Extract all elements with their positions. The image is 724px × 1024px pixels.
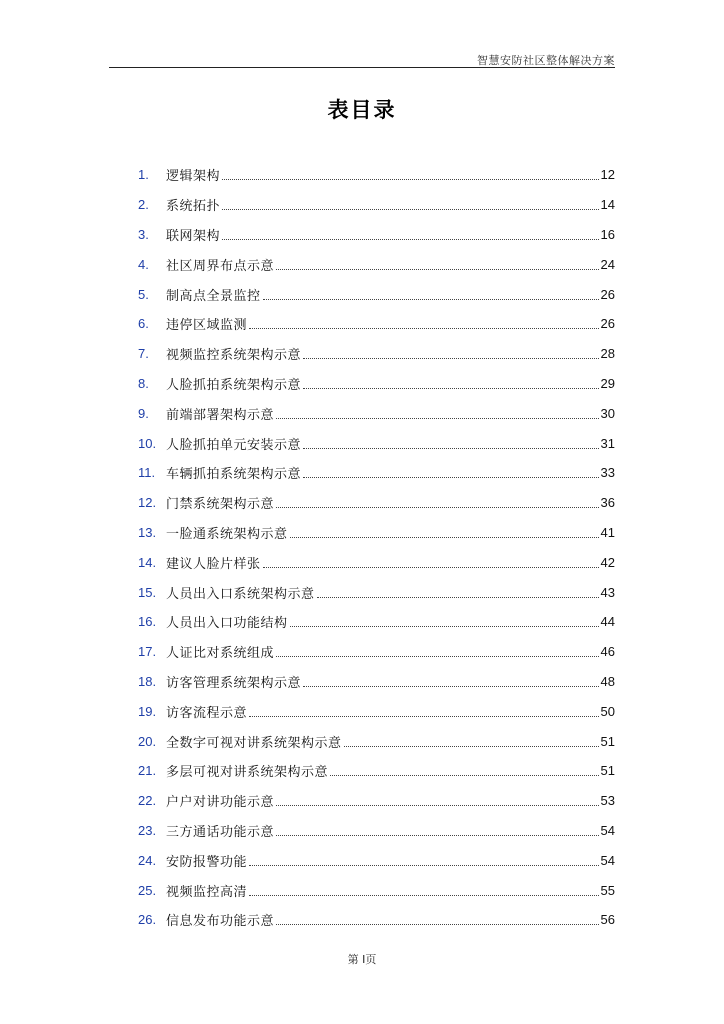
toc-entry-page: 26 (600, 286, 615, 302)
toc-entry[interactable] (138, 488, 615, 518)
toc-entry-label: 违停区域监测 (166, 318, 248, 334)
toc-entry-label: 门禁系统架构示意 (166, 497, 275, 513)
toc-entry[interactable] (138, 339, 615, 369)
toc-entry[interactable] (138, 905, 615, 935)
toc-entry-number: 1. (138, 167, 149, 183)
toc-entry-label: 人脸抓拍单元安装示意 (166, 437, 302, 453)
toc-dot-leader (344, 746, 599, 747)
toc-entry-page: 55 (600, 882, 615, 898)
toc-entry-page: 48 (600, 673, 615, 689)
toc-entry-page: 46 (600, 644, 615, 660)
toc-entry-label: 安防报警功能 (166, 854, 248, 870)
toc-dot-leader (303, 388, 599, 389)
toc-entry-number: 25. (138, 882, 157, 898)
toc-entry-page: 56 (600, 912, 615, 928)
toc-entry[interactable] (138, 518, 615, 548)
toc-entry[interactable] (138, 816, 615, 846)
toc-entry[interactable] (138, 279, 615, 309)
toc-dot-leader (276, 269, 599, 270)
toc-entry[interactable] (138, 309, 615, 339)
toc-entry-label: 视频监控高清 (166, 884, 248, 900)
header-divider (109, 67, 615, 68)
toc-entry-number: 10. (138, 435, 157, 451)
toc-dot-leader (303, 477, 599, 478)
toc-entry[interactable] (138, 875, 615, 905)
toc-entry-number: 12. (138, 495, 157, 511)
toc-entry[interactable] (138, 577, 615, 607)
toc-dot-leader (330, 775, 599, 776)
toc-entry-label: 全数字可视对讲系统架构示意 (166, 735, 342, 751)
toc-dot-leader (276, 924, 599, 925)
toc-entry-number: 14. (138, 554, 157, 570)
toc-dot-leader (303, 686, 599, 687)
toc-dot-leader (276, 805, 599, 806)
toc-entry[interactable] (138, 756, 615, 786)
toc-entry-page: 16 (600, 226, 615, 242)
toc-entry-number: 19. (138, 703, 157, 719)
toc-entry[interactable] (138, 220, 615, 250)
toc-entry-label: 访客流程示意 (166, 705, 248, 721)
toc-dot-leader (249, 328, 599, 329)
toc-entry-number: 26. (138, 912, 157, 928)
toc-entry-label: 人员出入口功能结构 (166, 616, 288, 632)
toc-dot-leader (276, 835, 599, 836)
toc-entry-page: 43 (600, 584, 615, 600)
toc-entry-label: 视频监控系统架构示意 (166, 348, 302, 364)
toc-entry-page: 54 (600, 822, 615, 838)
toc-entry[interactable] (138, 726, 615, 756)
toc-entry-label: 逻辑架构 (166, 169, 221, 185)
toc-entry-label: 人员出入口系统架构示意 (166, 586, 315, 602)
toc-dot-leader (222, 179, 599, 180)
toc-dot-leader (249, 865, 599, 866)
toc-entry[interactable] (138, 398, 615, 428)
toc-entry-number: 23. (138, 822, 157, 838)
toc-entry-number: 2. (138, 197, 149, 213)
toc-dot-leader (303, 448, 599, 449)
toc-entry-number: 22. (138, 793, 157, 809)
toc-entry[interactable] (138, 190, 615, 220)
toc-entry-number: 20. (138, 733, 157, 749)
toc-entry-number: 24. (138, 852, 157, 868)
toc-entry[interactable] (138, 607, 615, 637)
page-title: 表目录 (327, 98, 397, 122)
toc-entry-label: 三方通话功能示意 (166, 824, 275, 840)
toc-dot-leader (263, 567, 599, 568)
toc-entry-label: 前端部署架构示意 (166, 407, 275, 423)
toc-entry-number: 21. (138, 763, 157, 779)
toc-entry[interactable] (138, 369, 615, 399)
toc-entry-label: 一脸通系统架构示意 (166, 526, 288, 542)
running-header: 智慧安防社区整体解决方案 (477, 54, 615, 67)
toc-dot-leader (263, 299, 599, 300)
toc-entry-page: 26 (600, 316, 615, 332)
toc-dot-leader (249, 716, 599, 717)
toc-dot-leader (276, 656, 599, 657)
toc-entry[interactable] (138, 637, 615, 667)
table-of-contents (138, 160, 615, 935)
toc-entry-number: 11. (138, 465, 156, 481)
toc-entry-number: 4. (138, 256, 149, 272)
toc-entry-number: 18. (138, 673, 157, 689)
toc-entry-label: 系统拓扑 (166, 199, 221, 215)
toc-entry[interactable] (138, 845, 615, 875)
toc-entry-number: 7. (138, 346, 149, 362)
toc-entry-number: 8. (138, 375, 149, 391)
toc-entry-page: 54 (600, 852, 615, 868)
toc-dot-leader (290, 626, 599, 627)
toc-entry[interactable] (138, 160, 615, 190)
toc-entry-label: 户户对讲功能示意 (166, 795, 275, 811)
toc-entry-label: 车辆抓拍系统架构示意 (166, 467, 302, 483)
toc-entry[interactable] (138, 428, 615, 458)
page-number: 第 I页 (347, 953, 377, 966)
toc-entry-page: 14 (600, 197, 615, 213)
toc-entry-page: 30 (600, 405, 615, 421)
toc-entry[interactable] (138, 696, 615, 726)
toc-dot-leader (303, 358, 599, 359)
toc-entry[interactable] (138, 547, 615, 577)
toc-dot-leader (222, 239, 599, 240)
toc-dot-leader (317, 597, 599, 598)
toc-entry-label: 制高点全景监控 (166, 288, 261, 304)
toc-entry-number: 15. (138, 584, 157, 600)
toc-entry-number: 3. (138, 226, 149, 242)
toc-entry-label: 联网架构 (166, 228, 221, 244)
toc-entry-label: 人脸抓拍系统架构示意 (166, 377, 302, 393)
toc-entry-number: 13. (138, 524, 157, 540)
toc-entry-label: 访客管理系统架构示意 (166, 675, 302, 691)
toc-entry-page: 28 (600, 346, 615, 362)
toc-entry-page: 42 (600, 554, 615, 570)
toc-entry[interactable] (138, 458, 615, 488)
toc-entry[interactable] (138, 786, 615, 816)
toc-entry-number: 5. (138, 286, 149, 302)
toc-dot-leader (222, 209, 599, 210)
toc-entry-label: 信息发布功能示意 (166, 914, 275, 930)
toc-entry-label: 社区周界布点示意 (166, 258, 275, 274)
toc-entry-label: 建议人脸片样张 (166, 556, 261, 572)
toc-entry[interactable] (138, 249, 615, 279)
toc-entry-page: 33 (600, 465, 615, 481)
toc-entry-page: 51 (600, 733, 615, 749)
toc-entry-page: 12 (600, 167, 615, 183)
toc-entry-page: 53 (600, 793, 615, 809)
toc-entry-page: 24 (600, 256, 615, 272)
toc-entry-label: 多层可视对讲系统架构示意 (166, 765, 329, 781)
toc-entry-page: 36 (600, 495, 615, 511)
toc-entry[interactable] (138, 667, 615, 697)
toc-entry-number: 17. (138, 644, 157, 660)
toc-dot-leader (290, 537, 599, 538)
toc-entry-number: 9. (138, 405, 149, 421)
toc-entry-page: 41 (600, 524, 615, 540)
toc-entry-page: 51 (600, 763, 615, 779)
toc-entry-page: 44 (600, 614, 615, 630)
toc-entry-page: 31 (600, 435, 615, 451)
toc-dot-leader (249, 895, 599, 896)
toc-entry-label: 人证比对系统组成 (166, 646, 275, 662)
toc-entry-page: 29 (600, 375, 615, 391)
toc-dot-leader (276, 507, 599, 508)
toc-entry-number: 6. (138, 316, 149, 332)
toc-dot-leader (276, 418, 599, 419)
toc-entry-page: 50 (600, 703, 615, 719)
toc-entry-number: 16. (138, 614, 157, 630)
